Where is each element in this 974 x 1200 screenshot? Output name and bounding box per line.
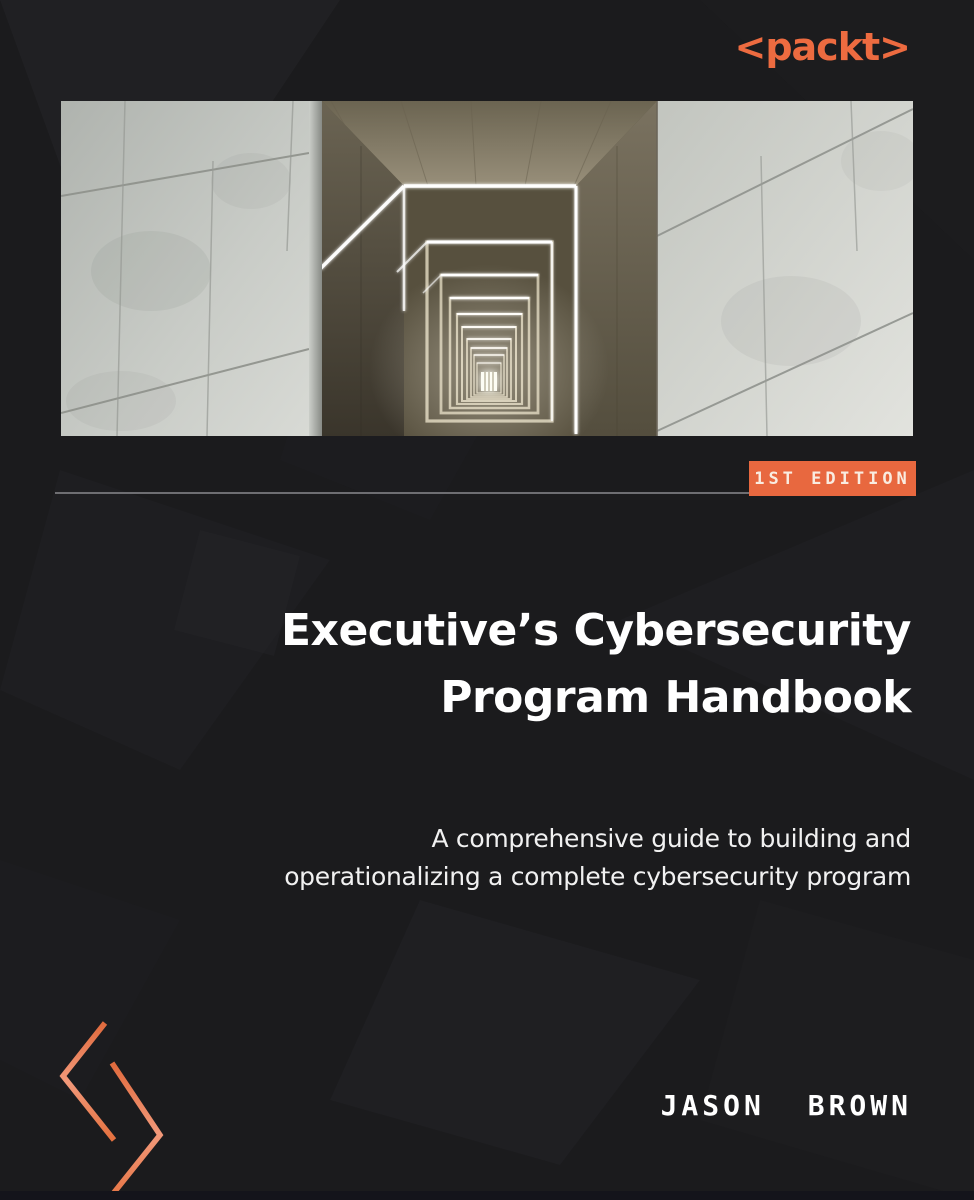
subtitle-line-1: A comprehensive guide to building and: [431, 824, 911, 853]
author-name: JASON BROWN: [660, 1089, 912, 1122]
book-title: [281, 597, 911, 731]
packt-wordmark-logo: <packt>: [734, 25, 910, 69]
title-line-1: Executive’s Cybersecurity: [281, 605, 911, 656]
cover-photo: [61, 101, 913, 436]
title-line-2: Program Handbook: [440, 672, 911, 723]
right-marble-wall: [657, 101, 913, 436]
packt-s-mark-icon: [40, 1005, 260, 1200]
book-subtitle: [284, 820, 911, 896]
edition-badge: 1ST EDITION: [749, 461, 916, 496]
divider-line: [55, 492, 749, 494]
bottom-strip: [0, 1191, 974, 1200]
left-marble-wall: [61, 101, 322, 436]
subtitle-line-2: operationalizing a complete cybersecurity program: [284, 862, 911, 891]
